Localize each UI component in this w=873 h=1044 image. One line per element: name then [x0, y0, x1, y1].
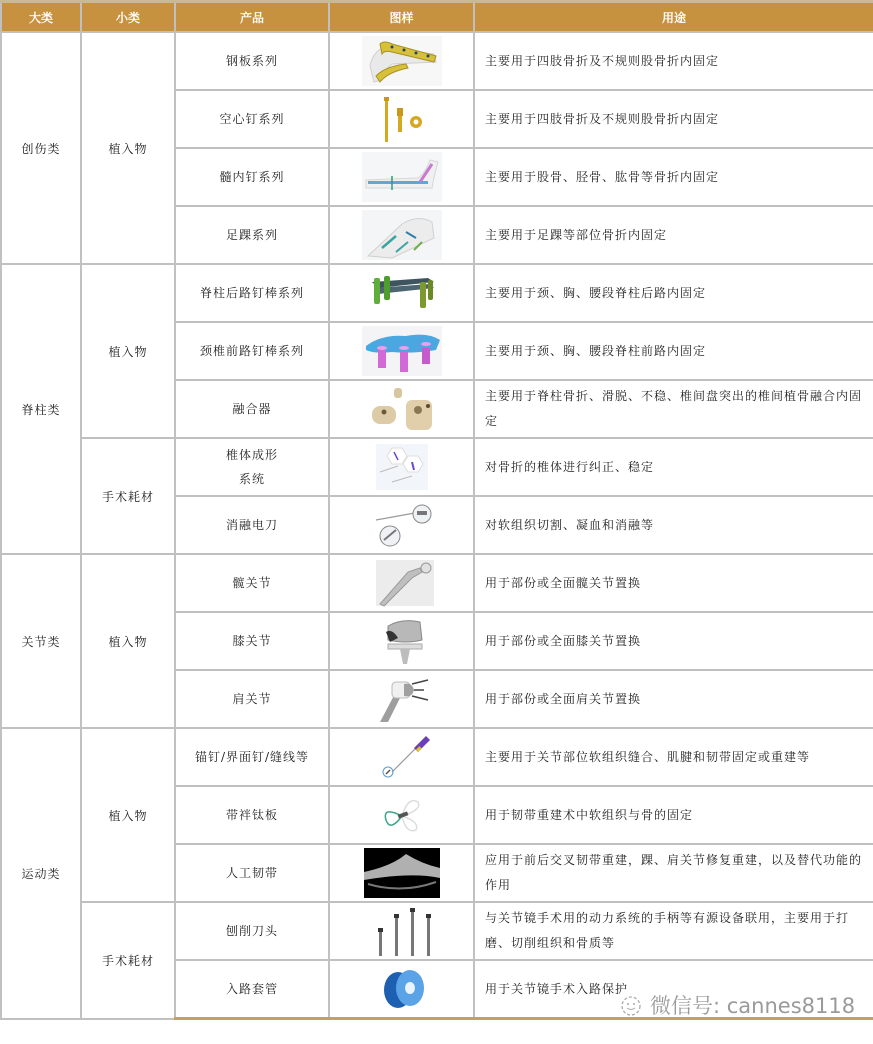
access-cannula-image — [362, 964, 442, 1014]
use-cell: 主要用于股骨、胫骨、肱骨等骨折内固定 — [474, 148, 873, 206]
category-cell: 创伤类 — [1, 32, 81, 264]
table-row — [1, 32, 873, 90]
header-use: 用途 — [474, 2, 873, 33]
use-cell: 主要用于颈、胸、腰段脊柱前路内固定 — [474, 322, 873, 380]
shaver-blade-image — [362, 906, 442, 956]
use-cell: 与关节镜手术用的动力系统的手柄等有源设备联用，主要用于打磨、切削组织和骨质等 — [474, 902, 873, 960]
product-cell: 钢板系列 — [175, 32, 329, 90]
image-cell — [329, 670, 474, 728]
table-row — [1, 554, 873, 612]
fusion-cage-image — [362, 384, 442, 434]
product-cell: 肩关节 — [175, 670, 329, 728]
use-cell: 用于部份或全面肩关节置换 — [474, 670, 873, 728]
image-cell — [329, 322, 474, 380]
product-cell: 髓内钉系列 — [175, 148, 329, 206]
use-cell: 用于部份或全面髋关节置换 — [474, 554, 873, 612]
use-cell: 主要用于颈、胸、腰段脊柱后路内固定 — [474, 264, 873, 322]
table-row — [1, 728, 873, 786]
subcategory-cell: 植入物 — [81, 554, 175, 728]
shoulder-joint-image — [362, 674, 442, 724]
ablation-electrode-image — [362, 500, 442, 550]
bone-plate-image — [362, 36, 442, 86]
table-row — [1, 264, 873, 322]
foot-ankle-image — [362, 210, 442, 260]
posterior-rod-image — [362, 268, 442, 318]
category-cell: 关节类 — [1, 554, 81, 728]
intramedullary-nail-image — [362, 152, 442, 202]
artificial-ligament-image — [362, 848, 442, 898]
use-cell: 主要用于四肢骨折及不规则股骨折内固定 — [474, 32, 873, 90]
product-cell: 融合器 — [175, 380, 329, 438]
wechat-icon — [616, 992, 646, 1018]
header-row — [1, 2, 873, 33]
use-cell: 用于韧带重建术中软组织与骨的固定 — [474, 786, 873, 844]
use-cell: 用于部份或全面膝关节置换 — [474, 612, 873, 670]
loop-titanium-plate-image — [362, 790, 442, 840]
category-cell: 脊柱类 — [1, 264, 81, 554]
watermark — [616, 990, 855, 1020]
product-cell: 入路套管 — [175, 960, 329, 1019]
image-cell — [329, 612, 474, 670]
use-cell: 对骨折的椎体进行纠正、稳定 — [474, 438, 873, 496]
product-line-1: 椎体成形 — [225, 448, 278, 462]
vertebroplasty-image — [362, 442, 442, 492]
product-cell: 消融电刀 — [175, 496, 329, 554]
product-cell: 膝关节 — [175, 612, 329, 670]
hip-joint-image — [362, 558, 442, 608]
header-subcategory: 小类 — [81, 2, 175, 33]
header-product: 产品 — [175, 2, 329, 33]
product-cell: 空心钉系列 — [175, 90, 329, 148]
image-cell — [329, 554, 474, 612]
subcategory-cell: 植入物 — [81, 728, 175, 902]
category-cell: 运动类 — [1, 728, 81, 1019]
image-cell — [329, 206, 474, 264]
use-cell: 主要用于足踝等部位骨折内固定 — [474, 206, 873, 264]
product-cell: 带袢钛板 — [175, 786, 329, 844]
use-cell: 用于关节镜手术入路保护 — [474, 960, 873, 1019]
image-cell — [329, 728, 474, 786]
product-cell: 人工韧带 — [175, 844, 329, 902]
image-cell — [329, 264, 474, 322]
subcategory-cell: 植入物 — [81, 32, 175, 264]
product-line-2: 系统 — [238, 472, 265, 486]
image-cell — [329, 438, 474, 496]
header-category: 大类 — [1, 2, 81, 33]
subcategory-cell: 植入物 — [81, 264, 175, 438]
image-cell — [329, 148, 474, 206]
product-cell — [175, 438, 329, 496]
product-cell: 刨削刀头 — [175, 902, 329, 960]
use-cell: 应用于前后交叉韧带重建，踝、肩关节修复重建，以及替代功能的作用 — [474, 844, 873, 902]
image-cell — [329, 32, 474, 90]
subcategory-cell: 手术耗材 — [81, 438, 175, 554]
use-cell: 对软组织切割、凝血和消融等 — [474, 496, 873, 554]
knee-joint-image — [362, 616, 442, 666]
product-cell: 锚钉/界面钉/缝线等 — [175, 728, 329, 786]
image-cell — [329, 960, 474, 1019]
product-cell: 髋关节 — [175, 554, 329, 612]
use-cell: 主要用于关节部位软组织缝合、肌腱和韧带固定或重建等 — [474, 728, 873, 786]
image-cell — [329, 496, 474, 554]
product-cell: 颈椎前路钉棒系列 — [175, 322, 329, 380]
use-cell: 主要用于脊柱骨折、滑脱、不稳、椎间盘突出的椎间植骨融合内固定 — [474, 380, 873, 438]
image-cell — [329, 90, 474, 148]
product-cell: 脊柱后路钉棒系列 — [175, 264, 329, 322]
suture-anchor-image — [362, 732, 442, 782]
image-cell — [329, 380, 474, 438]
cannulated-screw-image — [362, 94, 442, 144]
anterior-cervical-plate-image — [362, 326, 442, 376]
image-cell — [329, 786, 474, 844]
table-row — [1, 438, 873, 496]
image-cell — [329, 902, 474, 960]
header-image: 图样 — [329, 2, 474, 33]
subcategory-cell: 手术耗材 — [81, 902, 175, 1019]
image-cell — [329, 844, 474, 902]
use-cell: 主要用于四肢骨折及不规则股骨折内固定 — [474, 90, 873, 148]
table-row — [1, 902, 873, 960]
product-cell: 足踝系列 — [175, 206, 329, 264]
watermark-text: 微信号: cannes8118 — [650, 994, 856, 1018]
